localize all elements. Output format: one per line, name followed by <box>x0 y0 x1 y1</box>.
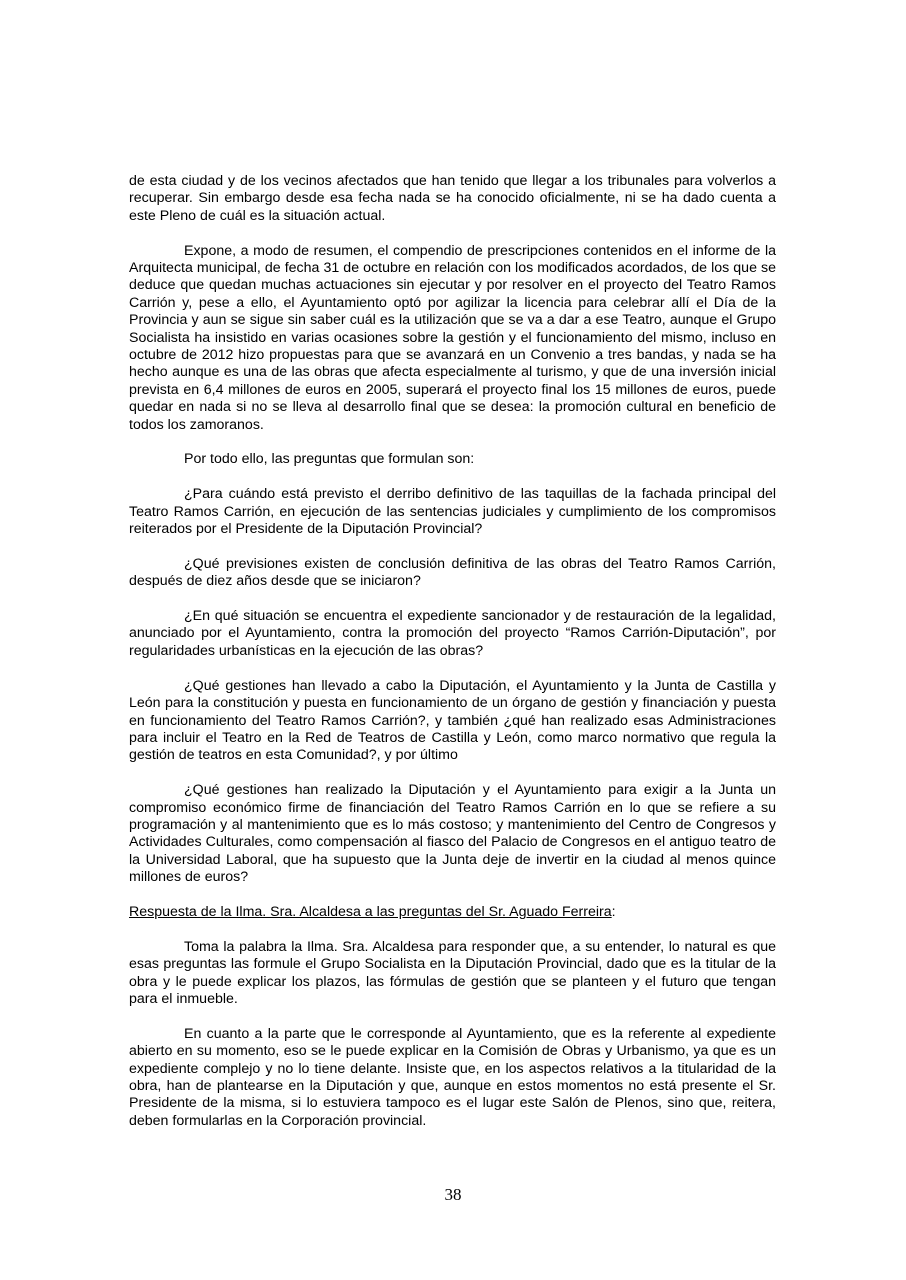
document-body <box>129 173 776 1148</box>
question-4: ¿Qué gestiones han llevado a cabo la Diputación, el Ayuntamiento y la Junta de Castilla y León para la constitución y puesta en funcionamiento de un órgano de gestión y financiación y puesta en funcionamiento del Teatro Ramos Carrión?, y también ¿qué han realizado esas Administraciones para incluir el Teatro en la Red de Teatros de Castilla y León, como marco normativo que regula la gestión de teatros en esta Comunidad?, y por último <box>129 677 776 764</box>
question-2: ¿Qué previsiones existen de conclusión definitiva de las obras del Teatro Ramos Carrión, después de diez años desde que se iniciaron? <box>129 555 776 590</box>
question-5: ¿Qué gestiones han realizado la Diputación y el Ayuntamiento para exigir a la Junta un compromiso económico firme de financiación del Teatro Ramos Carrión en lo que se refiere a su programación y al mantenimiento que es lo más costoso; y mantenimiento del Centro de Congresos y Actividades Culturales, como compensación al fiasco del Palacio de Congresos en el antiguo teatro de la Universidad Laboral, que ha supuesto que la Junta deje de invertir en la ciudad al menos quince millones de euros? <box>129 782 776 886</box>
paragraph-continuation: de esta ciudad y de los vecinos afectados que han tenido que llegar a los tribunales para volverlos a recuperar. Sin embargo desde esa fecha nada se ha conocido oficialmente, ni se ha dado cuenta a este Pleno de cuál es la situación actual. <box>129 173 776 224</box>
response-heading <box>129 904 776 921</box>
question-3: ¿En qué situación se encuentra el expediente sancionador y de restauración de la legalidad, anunciado por el Ayuntamiento, contra la promoción del proyecto “Ramos Carrión-Diputación”, por regularidades urbanísticas en la ejecución de las obras? <box>129 608 776 659</box>
paragraph-summary: Expone, a modo de resumen, el compendio de prescripciones contenidos en el informe de la Arquitecta municipal, de fecha 31 de octubre en relación con los modificados acordados, de los que se deduce que quedan muchas actuaciones sin ejecutar y por resolver en el proyecto del Teatro Ramos Carrión y, pese a ello, el Ayuntamiento optó por agilizar la licencia para celebrar allí el Día de la Provincia y aun se sigue sin saber cuál es la utilización que se va a dar a ese Teatro, aunque el Grupo Socialista ha insistido en varias ocasiones sobre la gestión y el funcionamiento del mismo, incluso en octubre de 2012 hizo propuestas para que se avanzará en un Convenio a tres bandas, y nada se ha hecho aunque es una de las obras que afecta especialmente al turismo, y que de una inversión inicial prevista en 6,4 millones de euros en 2005, superará el proyecto final los 15 millones de euros, puede quedar en nada si no se lleva al desarrollo final que se desea: la promoción cultural en beneficio de todos los zamoranos. <box>129 242 776 433</box>
response-heading-colon: : <box>611 903 616 920</box>
response-paragraph-1: Toma la palabra la Ilma. Sra. Alcaldesa para responder que, a su entender, lo natural es que esas preguntas las formule el Grupo Socialista en la Diputación Provincial, dado que es la titular de la obra y le puede explicar los plazos, las fórmulas de gestión que se planteen y el futuro que tengan para el inmueble. <box>129 938 776 1007</box>
page-number: 38 <box>444 1185 462 1204</box>
question-1: ¿Para cuándo está previsto el derribo definitivo de las taquillas de la fachada principal del Teatro Ramos Carrión, en ejecución de las sentencias judiciales y cumplimiento de los compromisos reiterados por el Presidente de la Diputación Provincial? <box>129 486 776 538</box>
paragraph-questions-intro: Por todo ello, las preguntas que formulan son: <box>184 451 475 468</box>
response-heading-text: Respuesta de la Ilma. Sra. Alcaldesa a las preguntas del Sr. Aguado Ferreira <box>129 903 612 920</box>
response-paragraph-2: En cuanto a la parte que le corresponde al Ayuntamiento, que es la referente al expediente abierto en su momento, eso se le puede explicar en la Comisión de Obras y Urbanismo, ya que es un expediente complejo y no lo tiene delante. Insiste que, en los aspectos relativos a la titularidad de la obra, han de plantearse en la Diputación y que, aunque en estos momentos no está presente el Sr. Presidente de la misma, si lo estuviera tampoco es el lugar este Salón de Plenos, sino que, reitera, deben formularlas en la Corporación provincial. <box>129 1025 776 1129</box>
